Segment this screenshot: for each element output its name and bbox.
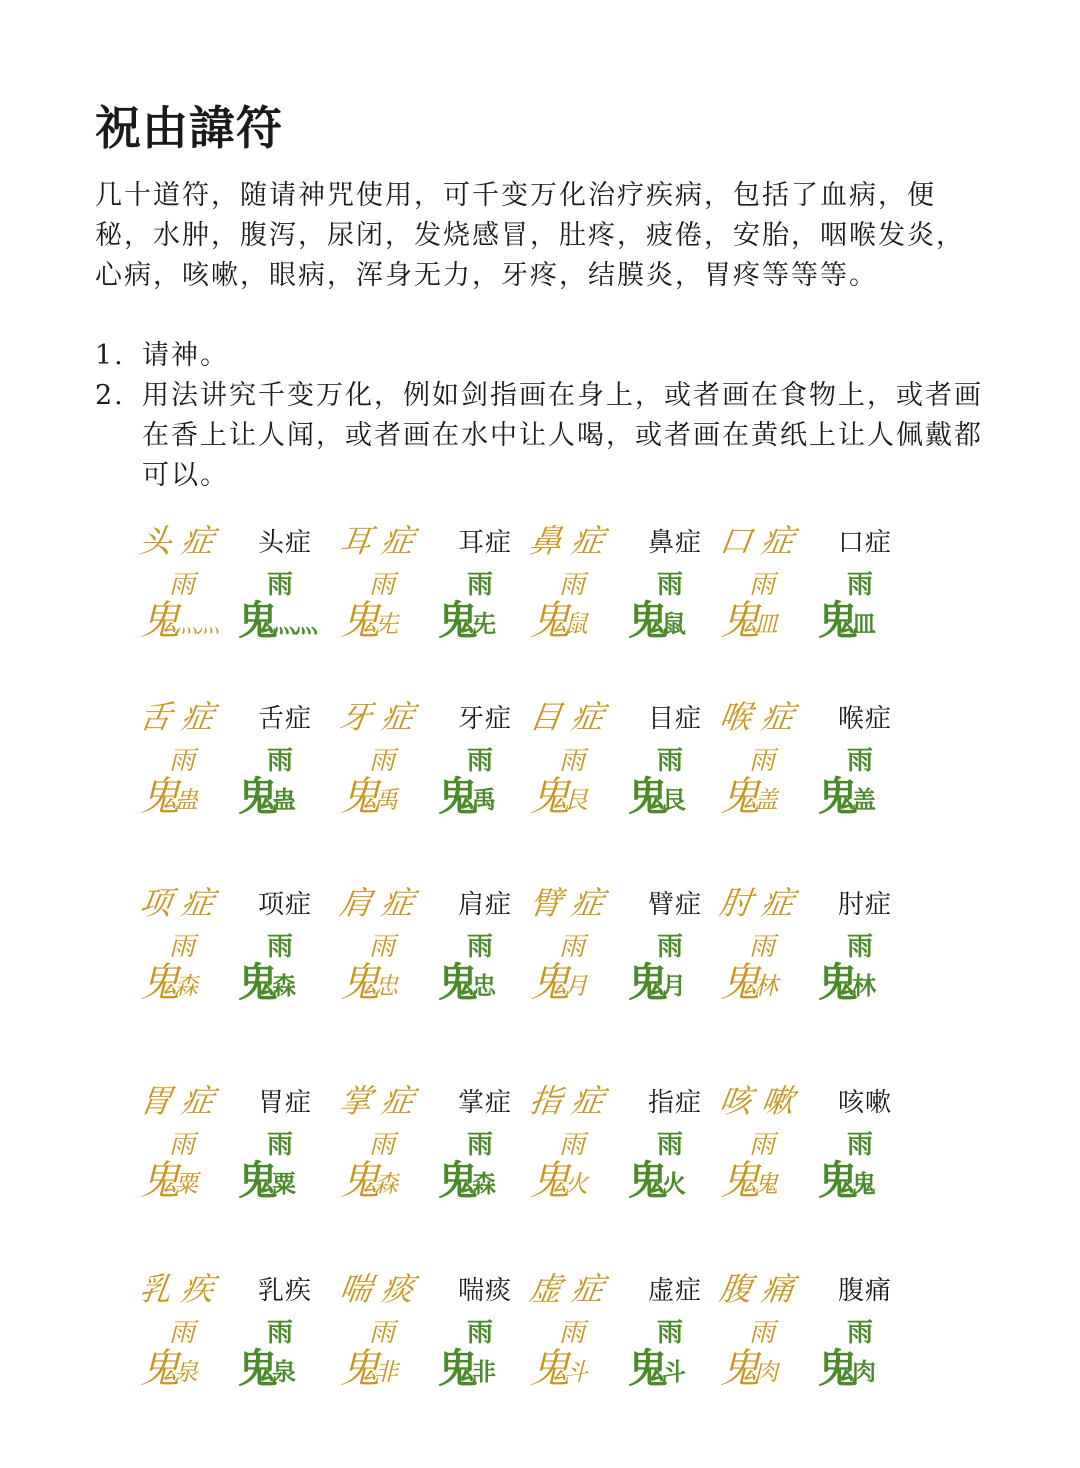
talisman-symbols-line bbox=[140, 566, 920, 656]
talisman-label-cell bbox=[337, 684, 530, 744]
printed-talisman bbox=[818, 1314, 900, 1400]
handwritten-label: 目症 bbox=[527, 698, 617, 736]
printed-talisman bbox=[628, 742, 710, 828]
talisman-inner-glyph: 盖 bbox=[754, 786, 776, 814]
talisman-ghost-radical: 鬼 bbox=[438, 597, 478, 644]
printed-talisman bbox=[628, 928, 710, 1014]
talisman-inner-glyph: 鼠 bbox=[662, 609, 684, 638]
handwritten-label: 牙症 bbox=[337, 698, 427, 736]
intro-paragraph: 几十道符，随请神咒使用，可千变万化治疗疾病，包括了血病，便秘，水肿，腹泻，尿闭，发烧感冒，肚疼，疲倦，安胎，咽喉发炎，心病，咳嗽，眼病，浑身无力，牙疼，结膜炎，胃疼等等等。 bbox=[95, 180, 965, 291]
talisman-inner-glyph: 泉 bbox=[174, 1358, 196, 1386]
printed-talisman bbox=[818, 1126, 900, 1212]
talisman-rain-radical: 雨 bbox=[558, 746, 583, 776]
printed-talisman bbox=[438, 1314, 520, 1400]
talisman-ghost-radical: 鬼 bbox=[530, 1158, 570, 1204]
talisman-rain-radical: 雨 bbox=[558, 1130, 583, 1160]
printed-label: 臂症 bbox=[648, 890, 703, 920]
talisman-rain-radical: 雨 bbox=[168, 1318, 193, 1348]
talisman-rain-radical: 雨 bbox=[656, 570, 681, 600]
talisman-inner-glyph: 斗 bbox=[662, 1357, 684, 1386]
talisman-ghost-radical: 鬼 bbox=[140, 1158, 180, 1204]
talisman-rain-radical: 雨 bbox=[266, 1318, 291, 1348]
talisman-ghost-radical: 鬼 bbox=[140, 598, 180, 644]
printed-talisman bbox=[818, 566, 900, 652]
talisman-label-cell bbox=[337, 870, 530, 930]
printed-talisman bbox=[238, 1314, 320, 1400]
printed-label: 乳疾 bbox=[258, 1276, 313, 1306]
talisman-ghost-radical: 鬼 bbox=[140, 774, 180, 820]
talisman-ghost-radical: 鬼 bbox=[438, 773, 478, 820]
talisman-label-cell bbox=[137, 1068, 330, 1128]
talisman-ghost-radical: 鬼 bbox=[238, 1157, 278, 1204]
talisman-inner-glyph: 月 bbox=[564, 972, 586, 1000]
talisman-label-cell bbox=[137, 870, 330, 930]
talisman-inner-glyph: 艮 bbox=[564, 786, 586, 814]
talisman-rain-radical: 雨 bbox=[368, 570, 393, 600]
handwritten-label: 鼻症 bbox=[527, 522, 617, 560]
handwritten-label: 指症 bbox=[527, 1082, 617, 1120]
talisman-rain-radical: 雨 bbox=[368, 1318, 393, 1348]
handwritten-talisman bbox=[340, 566, 422, 652]
talisman-inner-glyph: 森 bbox=[174, 972, 196, 1000]
handwritten-talisman bbox=[140, 1126, 222, 1212]
talisman-inner-glyph: 肉 bbox=[852, 1357, 874, 1386]
handwritten-talisman bbox=[140, 566, 222, 652]
talisman-inner-glyph: 林 bbox=[754, 972, 776, 1000]
talisman-inner-glyph: 兂 bbox=[374, 610, 396, 638]
handwritten-talisman bbox=[340, 1126, 422, 1212]
talisman-label-cell bbox=[527, 1068, 720, 1128]
printed-label: 口症 bbox=[838, 528, 893, 558]
talisman-rain-radical: 雨 bbox=[368, 932, 393, 962]
talisman-inner-glyph: 森 bbox=[472, 1169, 494, 1198]
handwritten-talisman bbox=[340, 742, 422, 828]
step-text: 请神。 bbox=[142, 340, 229, 371]
talisman-rain-radical: 雨 bbox=[846, 570, 871, 600]
page-title: 祝由諱符 bbox=[95, 101, 283, 155]
talisman-ghost-radical: 鬼 bbox=[238, 597, 278, 644]
talisman-symbols-line bbox=[140, 1126, 920, 1216]
printed-talisman bbox=[438, 566, 520, 652]
talisman-label-cell bbox=[137, 1256, 330, 1316]
talisman-ghost-radical: 鬼 bbox=[818, 959, 858, 1006]
talisman-inner-glyph: 火 bbox=[564, 1170, 586, 1198]
handwritten-label: 头症 bbox=[137, 522, 227, 560]
talisman-ghost-radical: 鬼 bbox=[818, 1157, 858, 1204]
handwritten-talisman bbox=[720, 1314, 802, 1400]
talisman-rain-radical: 雨 bbox=[748, 570, 773, 600]
talisman-label-cell bbox=[527, 870, 720, 930]
handwritten-label: 耳症 bbox=[337, 522, 427, 560]
talisman-rain-radical: 雨 bbox=[266, 932, 291, 962]
talisman-rain-radical: 雨 bbox=[558, 932, 583, 962]
handwritten-talisman bbox=[140, 742, 222, 828]
talisman-label-line bbox=[137, 870, 920, 930]
printed-label: 胃症 bbox=[258, 1088, 313, 1118]
handwritten-talisman bbox=[530, 1126, 612, 1212]
talisman-rain-radical: 雨 bbox=[368, 1130, 393, 1160]
talisman-rain-radical: 雨 bbox=[466, 746, 491, 776]
talisman-rain-radical: 雨 bbox=[656, 746, 681, 776]
talisman-ghost-radical: 鬼 bbox=[530, 598, 570, 644]
talisman-ghost-radical: 鬼 bbox=[720, 1158, 760, 1204]
printed-label: 牙症 bbox=[458, 704, 513, 734]
step-number: 2. bbox=[95, 380, 125, 411]
printed-talisman bbox=[628, 1126, 710, 1212]
talisman-rain-radical: 雨 bbox=[846, 746, 871, 776]
talisman-label-cell bbox=[717, 508, 910, 568]
talisman-ghost-radical: 鬼 bbox=[238, 959, 278, 1006]
printed-label: 喘痰 bbox=[458, 1276, 513, 1306]
talisman-ghost-radical: 鬼 bbox=[438, 959, 478, 1006]
talisman-rain-radical: 雨 bbox=[266, 1130, 291, 1160]
talisman-rain-radical: 雨 bbox=[846, 1130, 871, 1160]
talisman-inner-glyph: 艮 bbox=[662, 785, 684, 814]
printed-label: 耳症 bbox=[458, 528, 513, 558]
talisman-ghost-radical: 鬼 bbox=[530, 774, 570, 820]
printed-label: 目症 bbox=[648, 704, 703, 734]
talisman-ghost-radical: 鬼 bbox=[720, 774, 760, 820]
talisman-rain-radical: 雨 bbox=[168, 570, 193, 600]
printed-talisman bbox=[628, 566, 710, 652]
talisman-ghost-radical: 鬼 bbox=[340, 598, 380, 644]
talisman-inner-glyph: 忠 bbox=[374, 972, 396, 1000]
talisman-ghost-radical: 鬼 bbox=[818, 773, 858, 820]
handwritten-label: 喘痰 bbox=[337, 1270, 427, 1308]
talisman-ghost-radical: 鬼 bbox=[438, 1345, 478, 1392]
talisman-inner-glyph: 忠 bbox=[472, 971, 494, 1000]
talisman-inner-glyph: 禹 bbox=[472, 785, 494, 814]
printed-talisman bbox=[438, 1126, 520, 1212]
talisman-label-cell bbox=[717, 1256, 910, 1316]
talisman-label-cell bbox=[527, 684, 720, 744]
talisman-label-cell bbox=[527, 508, 720, 568]
step-text: 用法讲究千变万化，例如剑指画在身上，或者画在食物上，或者画在香上让人闻，或者画在水中让人喝，或者画在黄纸上让人佩戴都可以。 bbox=[142, 380, 983, 491]
handwritten-talisman bbox=[720, 1126, 802, 1212]
handwritten-talisman bbox=[530, 742, 612, 828]
talisman-ghost-radical: 鬼 bbox=[340, 1158, 380, 1204]
step-number: 1. bbox=[95, 340, 125, 371]
talisman-rain-radical: 雨 bbox=[168, 932, 193, 962]
handwritten-label: 咳嗽 bbox=[717, 1082, 807, 1120]
printed-label: 喉症 bbox=[838, 704, 893, 734]
handwritten-label: 掌症 bbox=[337, 1082, 427, 1120]
talisman-inner-glyph: 森 bbox=[374, 1170, 396, 1198]
talisman-rain-radical: 雨 bbox=[466, 1318, 491, 1348]
handwritten-label: 臂症 bbox=[527, 884, 617, 922]
talisman-inner-glyph: 非 bbox=[472, 1357, 494, 1386]
talisman-label-cell bbox=[137, 508, 330, 568]
talisman-ghost-radical: 鬼 bbox=[340, 774, 380, 820]
talisman-label-cell bbox=[717, 870, 910, 930]
handwritten-label: 口症 bbox=[717, 522, 807, 560]
talisman-rain-radical: 雨 bbox=[368, 746, 393, 776]
talisman-inner-glyph: 皿 bbox=[754, 610, 776, 638]
printed-label: 指症 bbox=[648, 1088, 703, 1118]
talisman-ghost-radical: 鬼 bbox=[818, 597, 858, 644]
talisman-rain-radical: 雨 bbox=[656, 1318, 681, 1348]
handwritten-talisman bbox=[530, 928, 612, 1014]
printed-label: 虚症 bbox=[648, 1276, 703, 1306]
talisman-row bbox=[137, 1068, 920, 1250]
talisman-ghost-radical: 鬼 bbox=[628, 1345, 668, 1392]
talisman-inner-glyph: 泉 bbox=[272, 1357, 294, 1386]
talisman-inner-glyph: 斗 bbox=[564, 1358, 586, 1386]
talisman-label-cell bbox=[717, 1068, 910, 1128]
handwritten-talisman bbox=[140, 1314, 222, 1400]
talisman-ghost-radical: 鬼 bbox=[438, 1157, 478, 1204]
handwritten-talisman bbox=[140, 928, 222, 1014]
talisman-rain-radical: 雨 bbox=[748, 1130, 773, 1160]
handwritten-talisman bbox=[530, 566, 612, 652]
handwritten-label: 虚症 bbox=[527, 1270, 617, 1308]
talisman-ghost-radical: 鬼 bbox=[720, 1346, 760, 1392]
talisman-rain-radical: 雨 bbox=[748, 1318, 773, 1348]
printed-talisman bbox=[438, 742, 520, 828]
talisman-ghost-radical: 鬼 bbox=[340, 960, 380, 1006]
talisman-ghost-radical: 鬼 bbox=[720, 960, 760, 1006]
handwritten-talisman bbox=[340, 1314, 422, 1400]
talisman-ghost-radical: 鬼 bbox=[628, 959, 668, 1006]
talisman-ghost-radical: 鬼 bbox=[238, 1345, 278, 1392]
talisman-ghost-radical: 鬼 bbox=[818, 1345, 858, 1392]
talisman-inner-glyph: 皿 bbox=[852, 609, 874, 638]
talisman-rain-radical: 雨 bbox=[466, 570, 491, 600]
talisman-row bbox=[137, 870, 920, 1052]
handwritten-talisman bbox=[720, 566, 802, 652]
printed-talisman bbox=[238, 742, 320, 828]
talisman-label-line bbox=[137, 508, 920, 568]
talisman-inner-glyph: 兂 bbox=[472, 609, 494, 638]
talisman-symbols-line bbox=[140, 928, 920, 1018]
handwritten-talisman bbox=[340, 928, 422, 1014]
handwritten-talisman bbox=[530, 1314, 612, 1400]
talisman-inner-glyph: 灬灬 bbox=[174, 610, 218, 638]
talisman-label-cell bbox=[337, 508, 530, 568]
printed-talisman bbox=[818, 742, 900, 828]
talisman-row bbox=[137, 684, 920, 866]
steps-list bbox=[95, 336, 990, 496]
talisman-rain-radical: 雨 bbox=[168, 746, 193, 776]
printed-label: 肘症 bbox=[838, 890, 893, 920]
printed-label: 项症 bbox=[258, 890, 313, 920]
talisman-label-cell bbox=[337, 1256, 530, 1316]
printed-label: 掌症 bbox=[458, 1088, 513, 1118]
talisman-symbols-line bbox=[140, 1314, 920, 1404]
talisman-label-line bbox=[137, 1068, 920, 1128]
talisman-inner-glyph: 灬灬 bbox=[272, 609, 316, 638]
handwritten-label: 腹痛 bbox=[717, 1270, 807, 1308]
talisman-ghost-radical: 鬼 bbox=[628, 773, 668, 820]
printed-talisman bbox=[628, 1314, 710, 1400]
printed-label: 头症 bbox=[258, 528, 313, 558]
talisman-inner-glyph: 肉 bbox=[754, 1358, 776, 1386]
talisman-ghost-radical: 鬼 bbox=[720, 598, 760, 644]
talisman-ghost-radical: 鬼 bbox=[530, 960, 570, 1006]
talisman-label-cell bbox=[717, 684, 910, 744]
talisman-rain-radical: 雨 bbox=[168, 1130, 193, 1160]
handwritten-label: 胃症 bbox=[137, 1082, 227, 1120]
talisman-inner-glyph: 林 bbox=[852, 971, 874, 1000]
talisman-label-cell bbox=[137, 684, 330, 744]
talisman-inner-glyph: 粟 bbox=[174, 1170, 196, 1198]
talisman-label-line bbox=[137, 1256, 920, 1316]
talisman-inner-glyph: 火 bbox=[662, 1169, 684, 1198]
talisman-ghost-radical: 鬼 bbox=[628, 1157, 668, 1204]
printed-talisman bbox=[438, 928, 520, 1014]
talisman-ghost-radical: 鬼 bbox=[340, 1346, 380, 1392]
handwritten-label: 项症 bbox=[137, 884, 227, 922]
talisman-label-cell bbox=[337, 1068, 530, 1128]
printed-label: 咳嗽 bbox=[838, 1088, 893, 1118]
talisman-rain-radical: 雨 bbox=[466, 1130, 491, 1160]
talisman-inner-glyph: 盖 bbox=[852, 785, 874, 814]
talisman-rain-radical: 雨 bbox=[558, 1318, 583, 1348]
talisman-inner-glyph: 非 bbox=[374, 1358, 396, 1386]
talisman-inner-glyph: 禹 bbox=[374, 786, 396, 814]
talisman-inner-glyph: 月 bbox=[662, 971, 684, 1000]
printed-talisman bbox=[238, 928, 320, 1014]
talisman-row bbox=[137, 508, 920, 690]
printed-label: 腹痛 bbox=[838, 1276, 893, 1306]
talisman-rain-radical: 雨 bbox=[748, 746, 773, 776]
talisman-ghost-radical: 鬼 bbox=[628, 597, 668, 644]
printed-label: 鼻症 bbox=[648, 528, 703, 558]
talisman-rain-radical: 雨 bbox=[266, 570, 291, 600]
printed-talisman bbox=[818, 928, 900, 1014]
talisman-inner-glyph: 鬼 bbox=[852, 1169, 874, 1198]
printed-talisman bbox=[238, 1126, 320, 1212]
printed-talisman bbox=[238, 566, 320, 652]
talisman-row bbox=[137, 1256, 920, 1438]
handwritten-label: 乳疾 bbox=[137, 1270, 227, 1308]
talisman-rain-radical: 雨 bbox=[748, 932, 773, 962]
step-item bbox=[95, 376, 990, 496]
printed-label: 肩症 bbox=[458, 890, 513, 920]
handwritten-talisman bbox=[720, 928, 802, 1014]
talisman-inner-glyph: 粟 bbox=[272, 1169, 294, 1198]
talisman-symbols-line bbox=[140, 742, 920, 832]
talisman-inner-glyph: 鼠 bbox=[564, 610, 586, 638]
talisman-rain-radical: 雨 bbox=[656, 932, 681, 962]
talisman-inner-glyph: 蛊 bbox=[174, 786, 196, 814]
talisman-rain-radical: 雨 bbox=[558, 570, 583, 600]
talisman-rain-radical: 雨 bbox=[846, 1318, 871, 1348]
printed-label: 舌症 bbox=[258, 704, 313, 734]
talisman-inner-glyph: 森 bbox=[272, 971, 294, 1000]
talisman-label-cell bbox=[527, 1256, 720, 1316]
talisman-inner-glyph: 鬼 bbox=[754, 1170, 776, 1198]
step-item bbox=[95, 336, 990, 376]
talisman-ghost-radical: 鬼 bbox=[140, 1346, 180, 1392]
talisman-rain-radical: 雨 bbox=[656, 1130, 681, 1160]
talisman-rain-radical: 雨 bbox=[466, 932, 491, 962]
talisman-ghost-radical: 鬼 bbox=[238, 773, 278, 820]
handwritten-talisman bbox=[720, 742, 802, 828]
handwritten-label: 肩症 bbox=[337, 884, 427, 922]
handwritten-label: 肘症 bbox=[717, 884, 807, 922]
handwritten-label: 喉症 bbox=[717, 698, 807, 736]
talisman-inner-glyph: 蛊 bbox=[272, 785, 294, 814]
talisman-rain-radical: 雨 bbox=[846, 932, 871, 962]
handwritten-label: 舌症 bbox=[137, 698, 227, 736]
talisman-label-line bbox=[137, 684, 920, 744]
talisman-ghost-radical: 鬼 bbox=[140, 960, 180, 1006]
talisman-ghost-radical: 鬼 bbox=[530, 1346, 570, 1392]
talisman-rain-radical: 雨 bbox=[266, 746, 291, 776]
